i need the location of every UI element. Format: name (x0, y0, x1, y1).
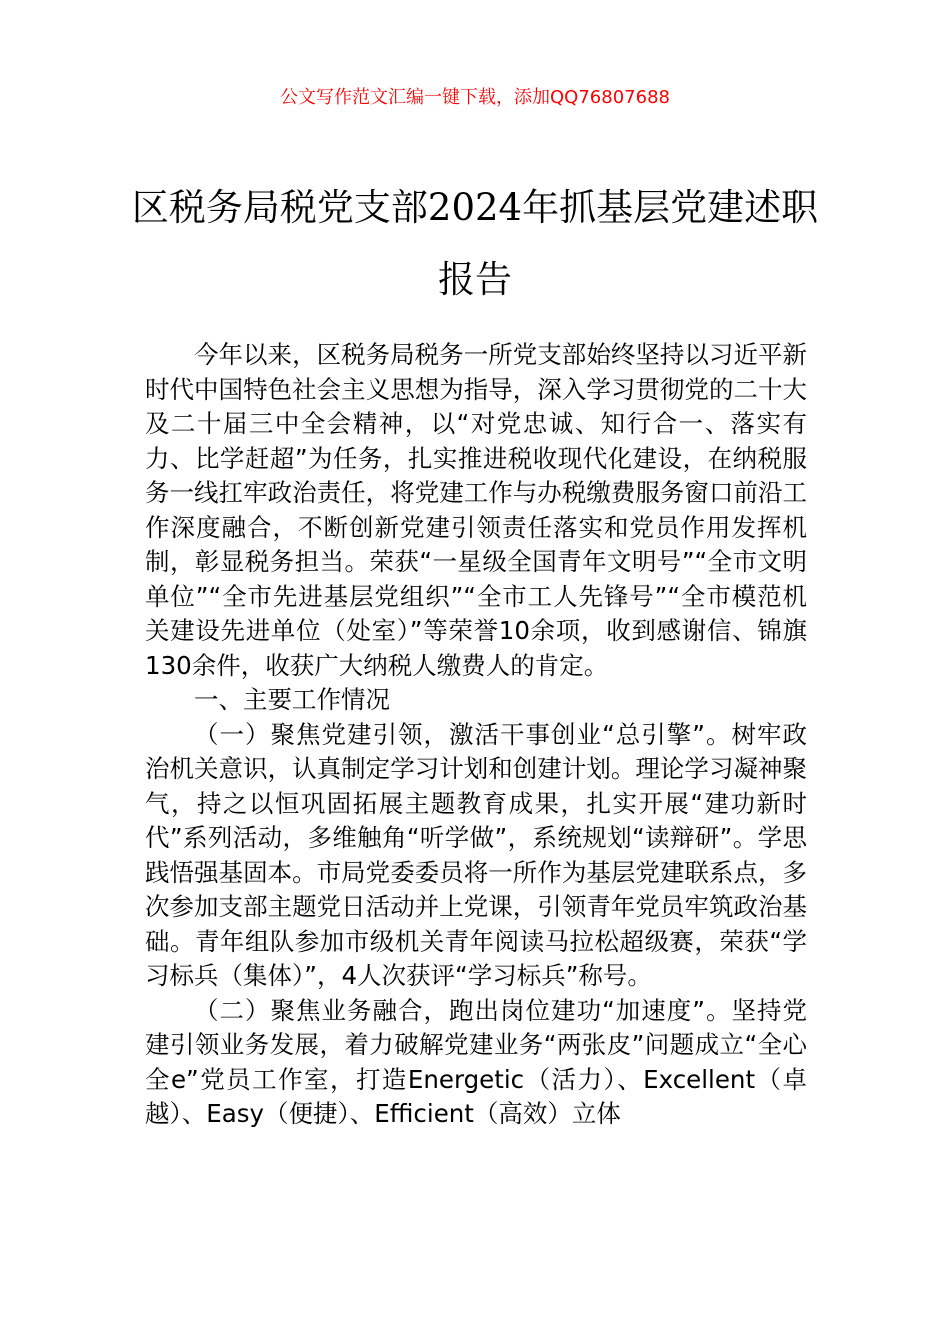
paragraph-party-leadership: （一）聚焦党建引领，激活干事创业“总引擎”。树牢政治机关意识，认真制定学习计划和创建计划。理论学习凝神聚气，持之以恒巩固拓展主题教育成果，扎实开展“建功新时代”系列活动，多维触角“听学做”，系统规划“读辩研”。学思践悟强基固本。市局党委委员将一所作为基层党建联系点，多次参加支部主题党日活动并上党课，引领青年党员牢筑政治基础。青年组队参加市级机关青年阅读马拉松超级赛，荣获“学习标兵（集体）”，4人次获评“学习标兵”称号。 (145, 719, 807, 990)
document-body (145, 338, 807, 1132)
paragraph-intro: 今年以来，区税务局税务一所党支部始终坚持以习近平新时代中国特色社会主义思想为指导，深入学习贯彻党的二十大及二十届三中全会精神，以“对党忠诚、知行合一、落实有力、比学赶超”为任务，扎实推进税收现代化建设，在纳税服务一线扛牢政治责任，将党建工作与办税缴费服务窗口前沿工作深度融合，不断创新党建引领责任落实和党员作用发挥机制，彰显税务担当。荣获“一星级全国青年文明号”“全市文明单位”“全市先进基层党组织”“全市工人先锋号”“全市模范机关建设先进单位（处室）”等荣誉10余项，收到感谢信、锦旗130余件，收获广大纳税人缴费人的肯定。 (145, 340, 807, 680)
document-title: 区税务局税党支部2024年抓基层党建述职报告 (131, 186, 819, 301)
section-heading-main-work: 一、主要工作情况 (194, 685, 390, 714)
download-promo-header[interactable]: 公文写作范文汇编一键下载，添加QQ76807688 (280, 87, 670, 108)
paragraph-business-integration: （二）聚焦业务融合，跑出岗位建功“加速度”。坚持党建引领业务发展，着力破解党建业务“两张皮”问题成立“全心全e”党员工作室，打造Energetic（活力）、Excellent（卓越）、Easy（便捷）、Efficient（高效）立体 (145, 995, 807, 1128)
